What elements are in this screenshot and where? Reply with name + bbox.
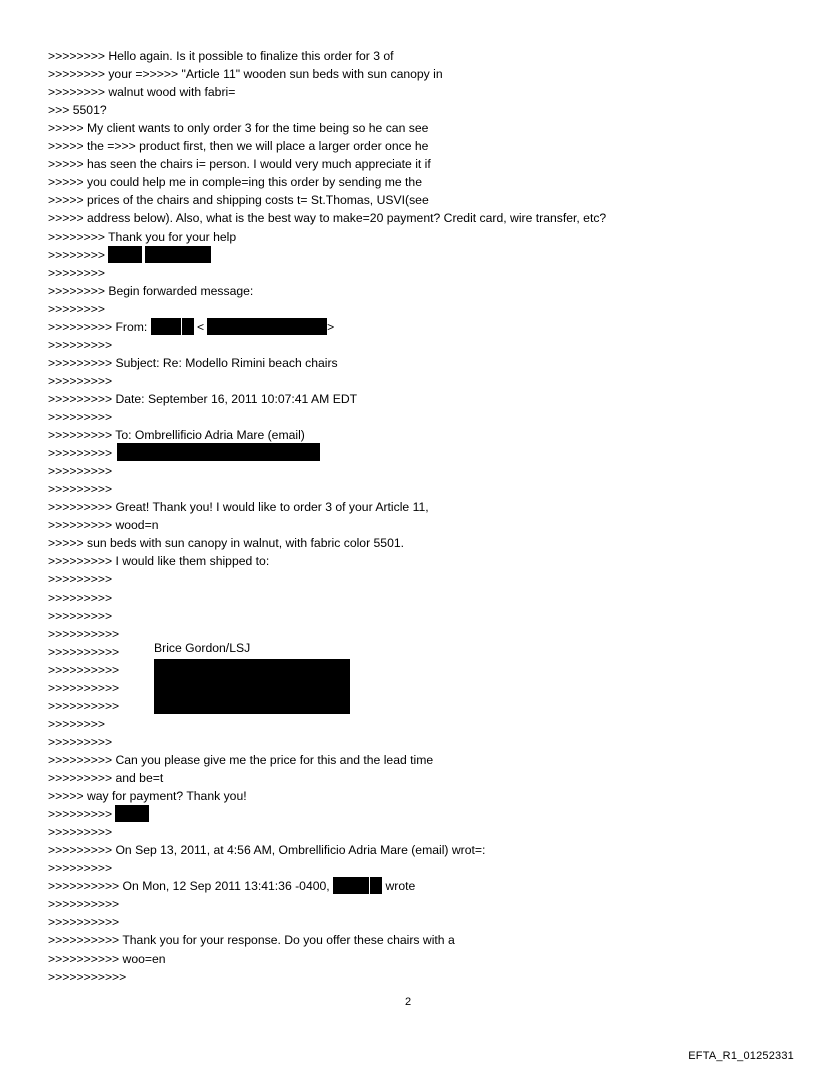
email-line: >>>>>>>>>>	[48, 680, 120, 695]
email-line: >>>>>>>>>	[48, 861, 113, 876]
email-line: >>>>>>>>>	[48, 464, 113, 479]
email-line: >>>>>>>>>	[48, 805, 149, 823]
email-line: >>>>>>>>> Subject: Re: Modello Rimini beach chairs	[48, 355, 338, 370]
email-line: >>>>>>>>>>	[48, 698, 120, 713]
email-line: >>>>>>>>	[48, 716, 105, 731]
page-number: 2	[404, 996, 412, 1008]
email-line: >>>>>>>>>>	[48, 897, 120, 912]
redaction-block	[108, 246, 142, 263]
email-line: >>>>>>>>> Date: September 16, 2011 10:07:41 AM EDT	[48, 391, 358, 406]
email-line: >>>>>>>>>>	[48, 915, 120, 930]
redaction-address	[154, 659, 350, 714]
email-line: >>>>> prices of the chairs and shipping costs t= St.Thomas, USVI(see	[48, 193, 429, 208]
email-line: >>>>>>>>	[48, 301, 105, 316]
email-line: >>>>>>>>>	[48, 337, 113, 352]
email-line: >>>>>>>>>	[48, 482, 113, 497]
email-line: >>>>> way for payment? Thank you!	[48, 789, 247, 804]
email-line: >>>>>>>>>	[48, 734, 113, 749]
email-line: >>>>>>>>>	[48, 572, 113, 587]
email-line: >>>>>>>>>	[48, 410, 113, 424]
email-line: >>>>>>>>> On Sep 13, 2011, at 4:56 AM, Ombrellificio Adria Mare (email) wrot=:	[48, 843, 486, 858]
redaction-block	[333, 877, 369, 894]
redaction-block	[370, 877, 382, 894]
email-line: >>>>>>>> walnut wood with fabri=	[48, 85, 236, 100]
email-line: >>>>>>>>>> Thank you for your response. Do you offer these chairs with a	[48, 933, 455, 948]
email-line: >>>>>>>>>	[48, 590, 113, 605]
email-line: >>>>>>>>> From: < >	[48, 319, 335, 334]
email-line: >>>>>>>>>>	[48, 662, 120, 677]
redaction-block	[145, 246, 211, 263]
address-name: Brice Gordon/LSJ	[154, 641, 251, 655]
email-line: >>>>>>>> your =>>>>> "Article 11" wooden sun beds with sun canopy in	[48, 67, 443, 82]
redaction-block	[207, 318, 327, 335]
email-line: >>>>>>>> Thank you for your help	[48, 229, 237, 244]
email-line: >>>>>>>>> Can you please give me the price for this and the lead time	[48, 752, 434, 767]
redaction-block	[151, 318, 181, 335]
email-line: >>>>> the =>>> product first, then we will place a larger order once he	[48, 139, 429, 154]
email-line: >>> 5501?	[48, 103, 107, 118]
email-line: >>>>>>>> Begin forwarded message:	[48, 283, 254, 298]
redaction-block	[182, 318, 194, 335]
redaction-recipient	[117, 443, 320, 461]
email-line: >>>>>>>>>>>	[48, 969, 127, 984]
email-line: >>>>>>>>>	[48, 446, 113, 461]
redaction-block	[115, 805, 149, 822]
email-line: >>>>> you could help me in comple=ing this order by sending me the	[48, 175, 422, 190]
email-line: >>>>>>>>> Great! Thank you! I would like to order 3 of your Article 11,	[48, 500, 429, 515]
email-line: >>>>>>>>>	[48, 373, 113, 388]
document-id: EFTA_R1_01252331	[688, 1050, 794, 1062]
email-line: >>>>> has seen the chairs i= person. I would very much appreciate it if	[48, 157, 431, 172]
email-line: >>>>>>>>	[48, 265, 105, 280]
email-line: >>>>>>>>>>	[48, 644, 120, 659]
email-line: >>>>>>>>>> woo=en	[48, 951, 166, 966]
email-line: >>>>>>>>>>	[48, 626, 120, 641]
email-line: >>>>>>>>> and be=t	[48, 771, 164, 785]
email-line: >>>>>>>>>	[48, 825, 113, 840]
email-line: >>>>> sun beds with sun canopy in walnut, with fabric color 5501.	[48, 536, 405, 551]
email-line: >>>>>>>> Hello again. Is it possible to finalize this order for 3 of	[48, 49, 394, 63]
email-line: >>>>>>>>	[48, 246, 211, 264]
email-line: >>>>>>>>> wood=n	[48, 518, 159, 533]
email-line: >>>>> My client wants to only order 3 for the time being so he can see	[48, 121, 429, 136]
email-line: >>>>>>>>> I would like them shipped to:	[48, 554, 270, 569]
email-line: >>>>>>>>>> On Mon, 12 Sep 2011 13:41:36 -0400, wrote	[48, 879, 416, 894]
email-line: >>>>>>>>>	[48, 608, 113, 623]
email-line: >>>>> address below). Also, what is the best way to make=20 payment? Credit card, wire transfer, etc?	[48, 211, 607, 226]
email-line: >>>>>>>>> To: Ombrellificio Adria Mare (email)	[48, 428, 305, 443]
